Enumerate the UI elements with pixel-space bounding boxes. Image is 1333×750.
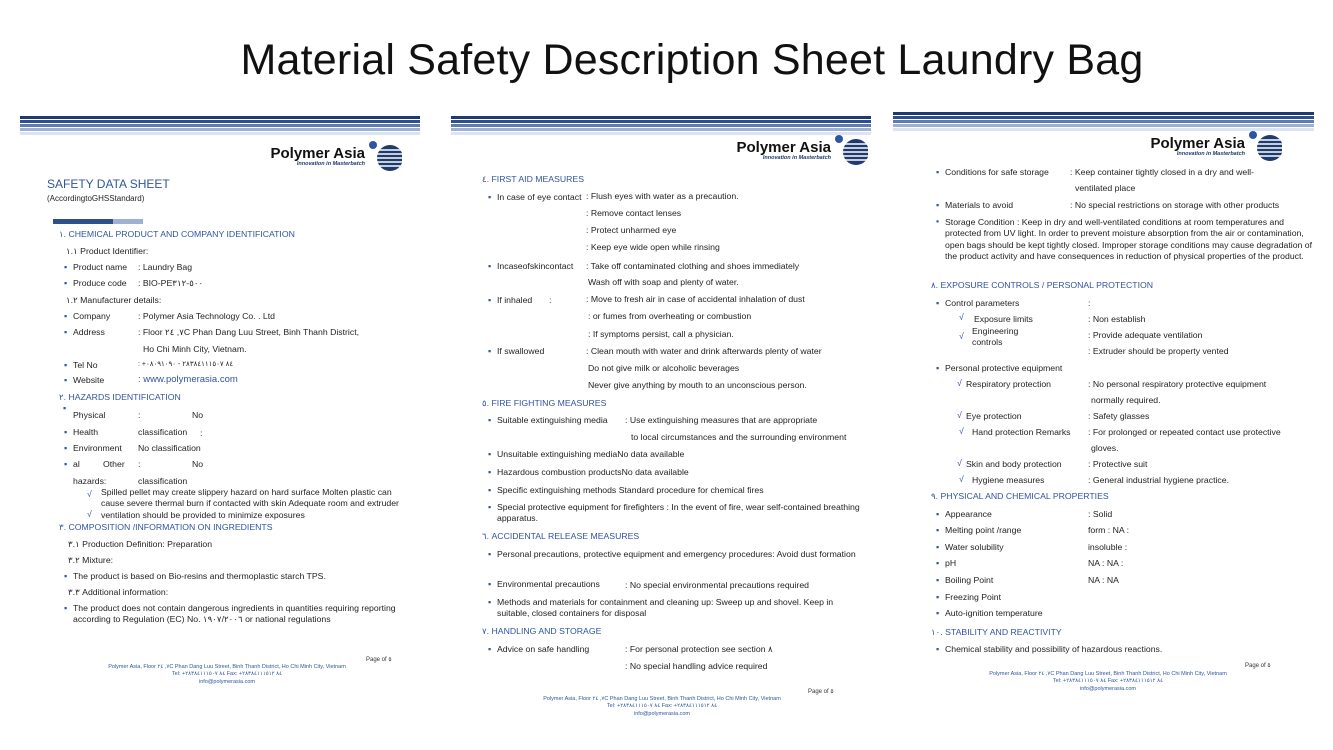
- section-6-heading: ٦. ACCIDENTAL RELEASE MEASURES: [482, 531, 640, 541]
- footer-email: info@polymerasia.com: [633, 710, 691, 717]
- hygiene-value: : General industrial hygiene practice.: [1088, 475, 1230, 485]
- hazard-health-label: ▪ Health: [73, 427, 98, 438]
- hazardous-combustion: ▪ Hazardous combustion productsNo data available: [497, 467, 689, 478]
- specific-methods: ▪ Specific extinguishing methods Standard procedure for chemical fires: [497, 485, 764, 496]
- water-solubility-label: ▪ Water solubility: [945, 542, 1004, 553]
- appearance-value: : Solid: [1088, 509, 1113, 519]
- page-footer: [92, 664, 362, 686]
- address-label: ▪ Address: [73, 327, 105, 338]
- company-logo: [271, 140, 403, 174]
- swallowed-step-1: : Clean mouth with water and drink afterwards plenty of water: [586, 346, 822, 356]
- respiratory-value: : No personal respiratory protective equipment: [1088, 379, 1267, 389]
- safe-handling-value-2: : No special handling advice required: [625, 661, 768, 671]
- header-bars: [893, 112, 1314, 132]
- eye-protection-label: Eye protection: [966, 411, 1022, 421]
- product-code-value: : BIO-PE٥٠٠-٣١٢: [138, 278, 204, 288]
- ph-value: NA : NA :: [1088, 558, 1124, 568]
- control-parameters-colon: :: [1088, 298, 1091, 308]
- header-bars: [451, 116, 871, 136]
- product-name-value: : Laundry Bag: [138, 262, 193, 272]
- logo-globe-icon: [1248, 130, 1282, 164]
- hazard-other-value: No: [192, 459, 204, 469]
- company-logo: [1151, 130, 1283, 164]
- hygiene-label: Hygiene measures: [972, 475, 1045, 485]
- product-name-label: ▪ Product name: [73, 262, 127, 273]
- page-number: Page of ٥: [1245, 663, 1271, 669]
- logo-tagline: Innovation in Masterbatch: [296, 161, 365, 168]
- ph-label: ▪ pH: [945, 558, 956, 569]
- skin-contact-step-1: : Take off contaminated clothing and shoes immediately: [586, 261, 800, 271]
- swallowed-label: ▪ If swallowed: [497, 346, 544, 357]
- inhaled-colon: :: [549, 295, 552, 305]
- check-icon: √: [957, 410, 962, 420]
- footer-address: Polymer Asia, Floor ٧, ٢٤C Phan Dang Luu Street, Binh Thanh District, Ho Chi Minh City, Vietnam: [543, 696, 781, 702]
- inhaled-step-3: : If symptoms persist, call a physician.: [588, 329, 734, 339]
- suitable-media-value-line2: to local circumstances and the surrounding environment: [631, 432, 847, 442]
- skin-protection-value: : Protective suit: [1088, 459, 1148, 469]
- exposure-limits-value: : Non establish: [1088, 314, 1146, 324]
- subsection-3-2: ٣.٢ Mixture:: [68, 555, 114, 565]
- footer-email: info@polymerasia.com: [1079, 685, 1137, 692]
- bio-resin-note: ▪ The product is based on Bio-resins and thermoplastic starch TPS.: [73, 571, 326, 582]
- eye-contact-step-2: : Remove contact lenses: [586, 208, 682, 218]
- footer-address: Polymer Asia, Floor ٧, ٢٤C Phan Dang Luu Street, Binh Thanh District, Ho Chi Minh City, Vietnam: [989, 671, 1227, 677]
- safe-storage-value: : Keep container tightly closed in a dry and well-: [1070, 167, 1254, 177]
- hazards-label: hazards:: [73, 476, 107, 486]
- hazard-other-label: Other: [103, 459, 125, 469]
- storage-condition: ▪ Storage Condition : Keep in dry and well-ventilated conditions at room temperatures and protected from UV light. In order to prevent moisture absorption from the air or contamination, open bags should be kept tightly closed. Improper storage conditions may cause degradation of the product activity and have consequences in reduction of physical properties of the product.: [936, 216, 1313, 262]
- footer-phone: Tel: +٨٤ ٢٨٣٨٤١١١٥٠٧ Fax: +٨٤ ٢٨٣٨٤١١١٥١٢: [606, 703, 718, 710]
- safe-handling-value-1: : For personal protection see section ٨: [625, 644, 773, 654]
- hazard-colon: :: [138, 459, 141, 469]
- water-solubility-value: insoluble :: [1088, 542, 1128, 552]
- hazard-colon: :: [138, 410, 141, 420]
- section-3-heading: ٣. COMPOSITION /INFORMATION ON INGREDIENTS: [59, 522, 273, 532]
- safe-storage-label: ▪ Conditions for safe storage: [945, 167, 1049, 178]
- company-logo: [737, 134, 869, 168]
- hazard-health-value: classification: [138, 427, 188, 437]
- hand-protection-value: : For prolonged or repeated contact use protective: [1088, 427, 1281, 437]
- unsuitable-media: ▪ Unsuitable extinguishing mediaNo data available: [497, 449, 684, 460]
- address-value-line2: Ho Chi Minh City, Vietnam.: [143, 344, 247, 354]
- sds-subtitle: (AccordingtoGHSStandard): [47, 194, 145, 203]
- logo-brand: Polymer Asia: [736, 139, 831, 157]
- inhaled-step-1: : Move to fresh air in case of accidental inhalation of dust: [586, 294, 805, 304]
- inhaled-label: ▪ If inhaled: [497, 295, 532, 306]
- logo-globe-icon: [834, 134, 868, 168]
- logo-brand: Polymer Asia: [1150, 135, 1245, 153]
- engineering-controls-value-1: : Provide adequate ventilation: [1088, 330, 1203, 340]
- bullet-mark: ▪: [63, 403, 67, 413]
- company-value: : Polymer Asia Technology Co. . Ltd: [138, 311, 275, 321]
- section-bar: [113, 219, 143, 224]
- hazard-environment-value: No classification: [138, 443, 201, 453]
- subsection-3-1: ٣.١ Production Definition: Preparation: [68, 539, 213, 549]
- suitable-media-value: : Use extinguishing measures that are appropriate: [625, 415, 818, 425]
- section-bar: [53, 219, 113, 224]
- safe-storage-value-line2: ventilated place: [1075, 183, 1136, 193]
- containment-methods: ▪ Methods and materials for containment and cleaning up: Sweep up and shovel. Keep in suitable, closed containers for disposal: [497, 597, 867, 620]
- skin-contact-label: ▪ Incaseofskincontact: [497, 261, 573, 272]
- page-footer: [973, 671, 1243, 693]
- freezing-point-label: ▪ Freezing Point: [945, 592, 1001, 603]
- hazard-colon: :: [200, 428, 203, 438]
- logo-tagline: Innovation in Masterbatch: [1176, 151, 1245, 158]
- subsection-1-2: ١.٢ Manufacturer details:: [66, 295, 162, 305]
- check-icon: √: [957, 378, 962, 388]
- respiratory-label: Respiratory protection: [966, 379, 1051, 389]
- slide-title: Material Safety Description Sheet Laundry Bag: [240, 36, 1144, 84]
- website-link[interactable]: : www.polymerasia.com: [138, 374, 238, 385]
- check-icon: √: [87, 489, 92, 499]
- appearance-label: ▪ Appearance: [945, 509, 992, 520]
- footer-address: Polymer Asia, Floor ٧, ٢٤C Phan Dang Luu Street, Binh Thanh District, Ho Chi Minh City, Vietnam: [108, 664, 346, 670]
- firefighter-equipment: ▪ Special protective equipment for firefighters : In the event of fire, wear self-contained breathing apparatus.: [497, 502, 867, 525]
- page-number: Page of ٥: [366, 657, 392, 663]
- hazard-label-fragment: ▪ al: [73, 459, 80, 470]
- eye-contact-label: ▪ In case of eye contact: [497, 192, 582, 203]
- environmental-precautions-value: : No special environmental precautions required: [625, 580, 809, 590]
- suitable-media-label: ▪ Suitable extinguishing media: [497, 415, 608, 426]
- hazard-note: Spilled pellet may create slippery hazard on hard surface Molten plastic can cause severe thermal burn if contacted with skin Adequate room and extruder ventilation should be provided to minimize exposures: [101, 487, 399, 520]
- address-value: : Floor ٧, ٢٤C Phan Dang Luu Street, Binh Thanh District,: [138, 327, 360, 337]
- hand-protection-value-line2: gloves.: [1091, 443, 1119, 453]
- section-7-heading: ٧. HANDLING AND STORAGE: [482, 626, 602, 636]
- section-1-heading: ١. CHEMICAL PRODUCT AND COMPANY IDENTIFICATION: [59, 229, 295, 239]
- sds-page-1: [20, 116, 420, 696]
- hazard-physical-label: Physical: [73, 410, 106, 420]
- product-code-label: ▪ Produce code: [73, 278, 127, 289]
- regulation-note: ▪ The product does not contain dangerous ingredients in quantities requiring reporting according to Regulation (EC) No. ١٩٠٧/٢٠٠٦ or national regulations: [73, 603, 418, 626]
- engineering-controls-value-2: : Extruder should be property vented: [1088, 346, 1229, 356]
- swallowed-step-2: Do not give milk or alcoholic beverages: [588, 363, 740, 373]
- inhaled-step-2: : or fumes from overheating or combustion: [588, 311, 752, 321]
- footer-email: info@polymerasia.com: [198, 678, 256, 685]
- eye-contact-step-3: : Protect unharmed eye: [586, 225, 677, 235]
- skin-protection-label: Skin and body protection: [966, 459, 1062, 469]
- eye-protection-value: : Safety glasses: [1088, 411, 1150, 421]
- subsection-1-1: ١.١ Product Identifier:: [66, 246, 149, 256]
- footer-phone: Tel: +٨٤ ٢٨٣٨٤١١١٥٠٧ Fax: +٨٤ ٢٨٣٨٤١١١٥١٢: [1052, 678, 1164, 685]
- skin-contact-step-2: Wash off with soap and plenty of water.: [588, 277, 739, 287]
- eye-contact-step-4: : Keep eye wide open while rinsing: [586, 242, 720, 252]
- section-8-heading: ٨. EXPOSURE CONTROLS / PERSONAL PROTECTION: [931, 280, 1154, 290]
- subsection-3-3: ٣.٣ Additional information:: [68, 587, 169, 597]
- check-icon: √: [957, 458, 962, 468]
- tel-value: : +٨٤ ٢٨٣٨٤١١١٥٠٧ - ٠٨٠٩١٠٩٠: [138, 361, 234, 368]
- check-icon: √: [87, 509, 92, 519]
- logo-globe-icon: [368, 140, 402, 174]
- tel-label: ▪ Tel No: [73, 360, 98, 371]
- section-4-heading: ٤. FIRST AID MEASURES: [482, 174, 585, 184]
- hazard-environment-label: ▪ Environment: [73, 443, 122, 454]
- logo-brand: Polymer Asia: [270, 145, 365, 163]
- materials-avoid-label: ▪ Materials to avoid: [945, 200, 1013, 211]
- hazards-value: classification: [138, 476, 188, 486]
- auto-ignition-label: ▪ Auto-ignition temperature: [945, 608, 1043, 619]
- exposure-limits-label: Exposure limits: [974, 314, 1033, 324]
- ppe-label: ▪ Personal protective equipment: [945, 363, 1062, 374]
- chemical-stability: ▪ Chemical stability and possibility of hazardous reactions.: [945, 644, 1162, 655]
- section-9-heading: ٩. PHYSICAL AND CHEMICAL PROPERTIES: [931, 491, 1109, 501]
- logo-tagline: Innovation in Masterbatch: [762, 155, 831, 162]
- eye-contact-step-1: : Flush eyes with water as a precaution.: [586, 191, 739, 201]
- check-icon: √: [959, 331, 964, 341]
- environmental-precautions-label: ▪ Environmental precautions: [497, 579, 600, 590]
- swallowed-step-3: Never give anything by mouth to an unconscious person.: [588, 380, 807, 390]
- boiling-point-value: NA : NA: [1088, 575, 1119, 585]
- check-icon: √: [959, 474, 964, 484]
- company-label: ▪ Company: [73, 311, 110, 322]
- section-5-heading: ٥. FIRE FIGHTING MEASURES: [482, 398, 607, 408]
- materials-avoid-value: : No special restrictions on storage with other products: [1070, 200, 1280, 210]
- sds-title: SAFETY DATA SHEET: [47, 177, 170, 191]
- section-2-heading: ٢. HAZARDS IDENTIFICATION: [59, 392, 181, 402]
- storage-condition-text: Storage Condition : Keep in dry and well-ventilated conditions at room temperatures and protected from UV light. In order to prevent moisture absorption from the air or contamination, open bags should be kept tightly closed. Improper storage conditions may cause degradation of the product activity and have consequences in reduction of physical properties of the product.: [945, 217, 1313, 262]
- respiratory-value-line2: normally required.: [1091, 395, 1161, 405]
- personal-precautions: ▪ Personal precautions, protective equipment and emergency procedures: Avoid dust formation: [497, 549, 867, 560]
- header-bars: [20, 116, 420, 136]
- safe-handling-label: ▪ Advice on safe handling: [497, 644, 589, 655]
- section-10-heading: ١٠. STABILITY AND REACTIVITY: [931, 627, 1062, 637]
- engineering-controls-label: Engineering controls: [972, 326, 1019, 348]
- hand-protection-label: Hand protection Remarks: [972, 427, 1071, 437]
- melting-point-label: ▪ Melting point /range: [945, 525, 1021, 536]
- sds-page-2: [451, 116, 871, 716]
- control-parameters-label: ▪ Control parameters: [945, 298, 1019, 309]
- page-footer: [527, 696, 797, 718]
- sds-page-3: [893, 112, 1314, 702]
- melting-point-value: form : NA :: [1088, 525, 1130, 535]
- check-icon: √: [959, 312, 964, 322]
- footer-phone: Tel: +٨٤ ٢٨٣٨٤١١١٥٠٧ Fax: +٨٤ ٢٨٣٨٤١١١٥١٢: [171, 671, 283, 678]
- page-number: Page of ٥: [808, 689, 834, 695]
- hazard-physical-value: No: [192, 410, 204, 420]
- website-label: ▪ Website: [73, 375, 104, 386]
- boiling-point-label: ▪ Boiling Point: [945, 575, 993, 586]
- check-icon: √: [959, 426, 964, 436]
